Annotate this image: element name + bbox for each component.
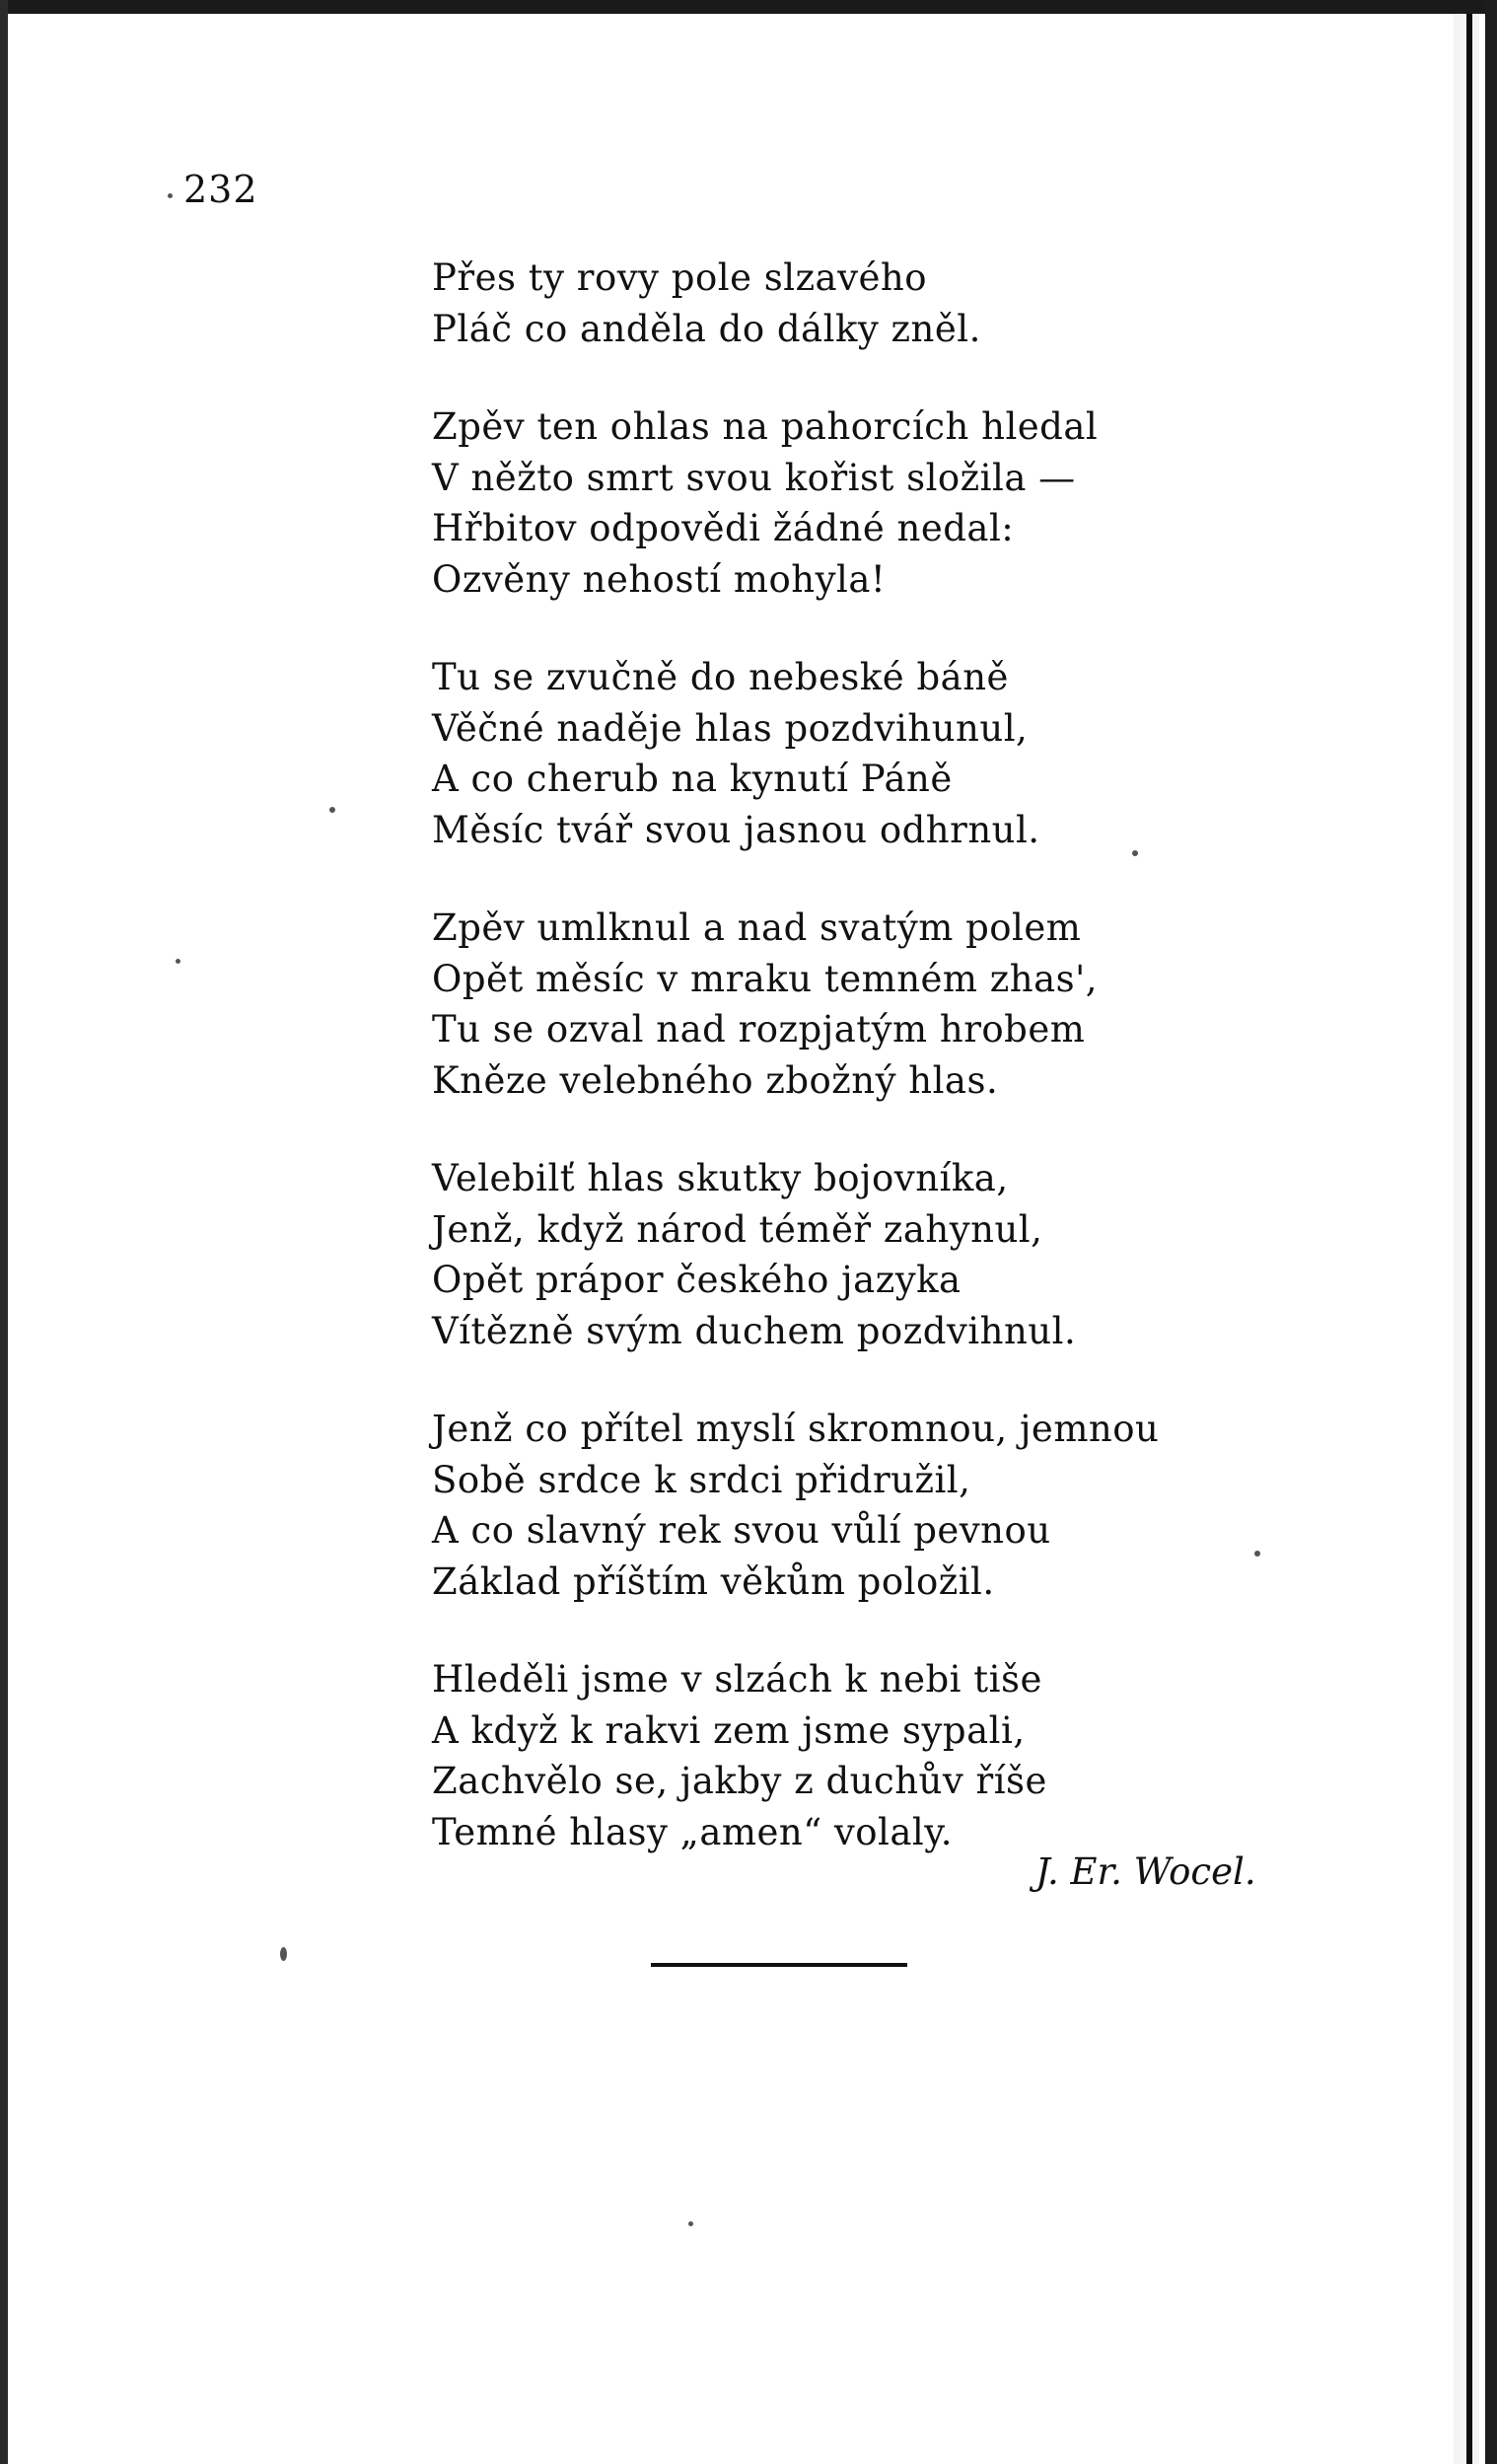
- poem-line: A co slavný rek svou vůlí pevnou: [432, 1509, 1051, 1552]
- scan-border-left: [0, 0, 8, 2464]
- poem-line: Opět prápor českého jazyka: [432, 1259, 962, 1301]
- poem-line: Tu se zvučně do nebeské báně: [432, 656, 1009, 698]
- stanza: [432, 1654, 1300, 1857]
- poem-line: A když k rakvi zem jsme sypali,: [432, 1708, 1026, 1752]
- poem-line: Zachvělo se, jakby z duchův říše: [432, 1760, 1047, 1802]
- scan-border-right: [1485, 0, 1497, 2464]
- poem-line: Pláč co anděla do dálky zněl.: [432, 307, 981, 350]
- poem-line: Měsíc tvář svou jasnou odhrnul.: [432, 808, 1040, 851]
- poem-line: Velebilť hlas skutky bojovníka,: [432, 1157, 1009, 1199]
- poem: [432, 253, 1300, 1905]
- scan-speck: [168, 193, 173, 198]
- poem-line: Jenž co přítel myslí skromnou, jemnou: [432, 1408, 1160, 1450]
- poem-line: Temné hlasy „amen“ volaly.: [432, 1810, 954, 1853]
- scan-speck: [329, 807, 335, 813]
- scan-speck: [280, 1947, 287, 1961]
- poem-line: Zpěv ten ohlas na pahorcích hledal: [432, 405, 1099, 448]
- poem-line: Věčné naděje hlas pozdvihunul,: [432, 706, 1029, 750]
- poem-line: Opět měsíc v mraku temném zhas',: [432, 957, 1099, 1000]
- page-number: 232: [183, 168, 258, 211]
- stanza: [432, 253, 1300, 354]
- poem-line: Vítězně svým duchem pozdvihnul.: [432, 1309, 1077, 1352]
- poem-line: Přes ty rovy pole slzavého: [432, 256, 928, 299]
- poem-line: Tu se ozval nad rozpjatým hrobem: [432, 1008, 1086, 1051]
- poem-line: Jenž, když národ téměř zahynul,: [432, 1207, 1043, 1251]
- scan-speck: [176, 959, 180, 964]
- poem-line: Základ příštím věkům položil.: [432, 1559, 995, 1603]
- stanza: [432, 652, 1300, 855]
- poem-line: Kněze velebného zbožný hlas.: [432, 1058, 999, 1102]
- stanza: [432, 401, 1300, 605]
- scan-speck: [688, 2221, 693, 2226]
- stanza: [432, 1404, 1300, 1607]
- scan-gutter-line: [1466, 14, 1472, 2464]
- end-rule: [651, 1963, 907, 1967]
- poem-line: A co cherub na kynutí Páně: [432, 758, 953, 800]
- poem-line: Sobě srdce k srdci přidružil,: [432, 1458, 971, 1501]
- poem-line: V něžto smrt svou kořist složila —: [432, 456, 1076, 499]
- stanza: [432, 903, 1300, 1106]
- stanza: [432, 1153, 1300, 1356]
- poem-line: Hleděli jsme v slzách k nebi tiše: [432, 1658, 1042, 1701]
- poem-line: Zpěv umlknul a nad svatým polem: [432, 906, 1082, 949]
- scan-border-top: [0, 0, 1497, 14]
- poem-line: Hřbitov odpovědi žádné nedal:: [432, 507, 1015, 549]
- author-signature: J. Er. Wocel.: [1035, 1850, 1256, 1893]
- poem-line: Ozvěny nehostí mohyla!: [432, 557, 887, 601]
